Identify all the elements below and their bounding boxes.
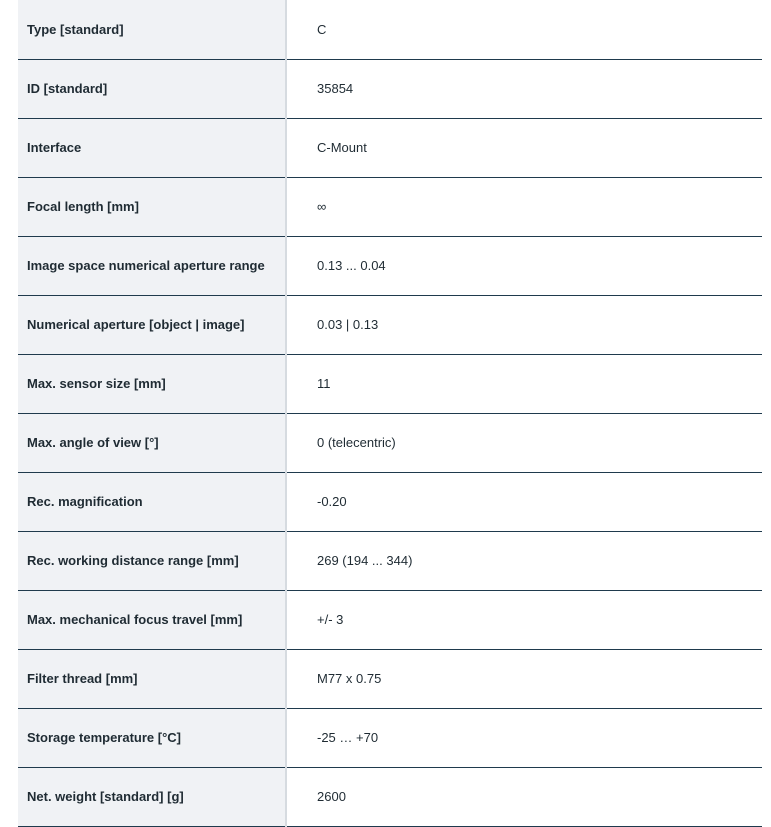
spec-label: Type [standard] (18, 0, 286, 59)
spec-value: C-Mount (286, 118, 762, 177)
spec-label: Rec. magnification (18, 472, 286, 531)
spec-row-numerical-aperture (18, 295, 762, 354)
spec-value: 0.03 | 0.13 (286, 295, 762, 354)
spec-value: 2600 (286, 767, 762, 826)
spec-label: ID [standard] (18, 59, 286, 118)
spec-value: -0.20 (286, 472, 762, 531)
specifications-table (18, 0, 762, 827)
spec-row-rec-magnification (18, 472, 762, 531)
spec-value: M77 x 0.75 (286, 649, 762, 708)
spec-value: -25 … +70 (286, 708, 762, 767)
spec-row-filter-thread (18, 649, 762, 708)
spec-label: Storage temperature [°C] (18, 708, 286, 767)
spec-label: Max. mechanical focus travel [mm] (18, 590, 286, 649)
spec-value: 269 (194 ... 344) (286, 531, 762, 590)
spec-value: ∞ (286, 177, 762, 236)
spec-row-id (18, 59, 762, 118)
spec-row-focal-length (18, 177, 762, 236)
spec-row-max-sensor-size (18, 354, 762, 413)
spec-label: Max. angle of view [°] (18, 413, 286, 472)
spec-row-type (18, 0, 762, 59)
spec-label: Rec. working distance range [mm] (18, 531, 286, 590)
spec-label: Focal length [mm] (18, 177, 286, 236)
spec-row-interface (18, 118, 762, 177)
spec-row-storage-temperature (18, 708, 762, 767)
spec-label: Interface (18, 118, 286, 177)
spec-label: Max. sensor size [mm] (18, 354, 286, 413)
spec-row-net-weight (18, 767, 762, 826)
spec-row-rec-working-distance (18, 531, 762, 590)
spec-value: C (286, 0, 762, 59)
spec-value: +/- 3 (286, 590, 762, 649)
spec-row-max-angle-of-view (18, 413, 762, 472)
spec-row-focus-travel (18, 590, 762, 649)
spec-value: 0.13 ... 0.04 (286, 236, 762, 295)
spec-label: Net. weight [standard] [g] (18, 767, 286, 826)
spec-row-image-space-na-range (18, 236, 762, 295)
spec-label: Filter thread [mm] (18, 649, 286, 708)
spec-label: Numerical aperture [object | image] (18, 295, 286, 354)
spec-value: 0 (telecentric) (286, 413, 762, 472)
spec-value: 35854 (286, 59, 762, 118)
spec-label: Image space numerical aperture range (18, 236, 286, 295)
spec-value: 11 (286, 354, 762, 413)
